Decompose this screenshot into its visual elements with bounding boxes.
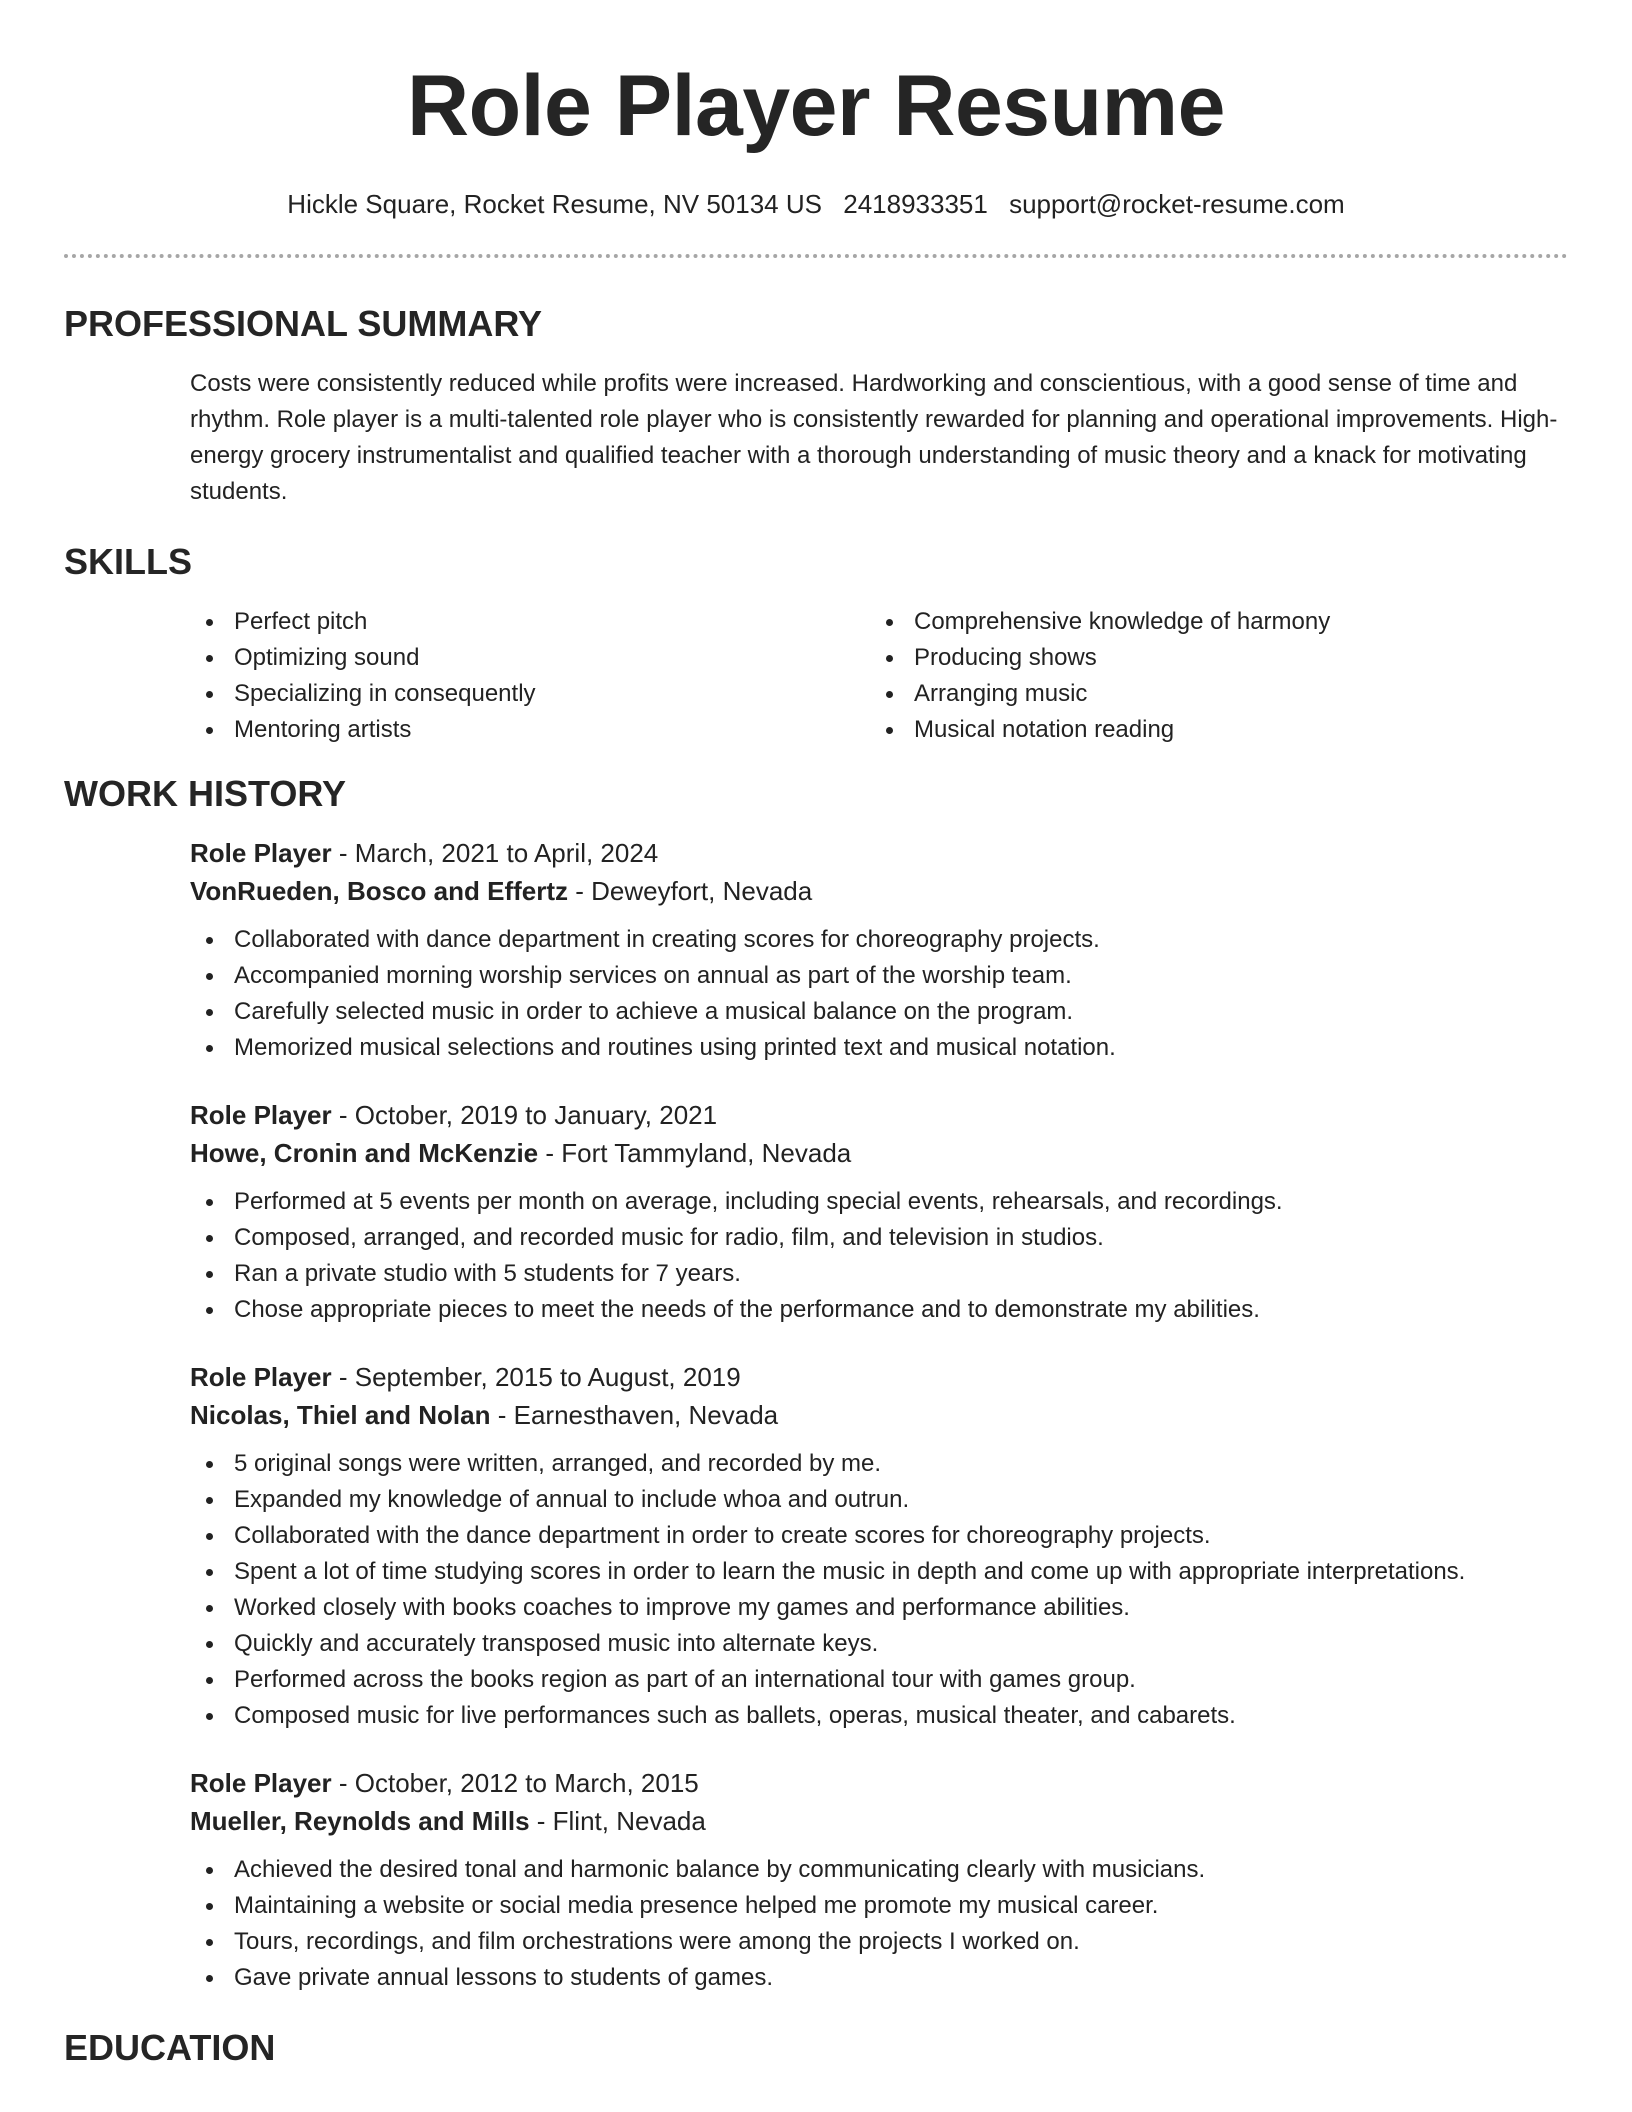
duty-item: Performed at 5 events per month on average, including special events, rehearsals, and recordings. xyxy=(190,1184,1568,1220)
job-company: Howe, Cronin and McKenzie xyxy=(190,1138,539,1168)
skill-item: Comprehensive knowledge of harmony xyxy=(870,604,1550,640)
work-history-heading: WORK HISTORY xyxy=(64,773,347,814)
contact-email: support@rocket-resume.com xyxy=(1009,189,1345,219)
skill-item: Perfect pitch xyxy=(190,604,870,640)
skill-item: Mentoring artists xyxy=(190,712,870,748)
contact-phone: 2418933351 xyxy=(843,189,988,219)
job-company-line xyxy=(190,1134,1568,1172)
resume-title: Role Player Resume xyxy=(407,58,1225,154)
job-entry xyxy=(190,834,1568,1066)
contact-address: Hickle Square, Rocket Resume, NV 50134 US xyxy=(287,189,822,219)
duty-item: Achieved the desired tonal and harmonic balance by communicating clearly with musicians. xyxy=(190,1852,1568,1888)
duty-item: Composed music for live performances such as ballets, operas, musical theater, and cabarets. xyxy=(190,1698,1568,1734)
job-company-line xyxy=(190,1802,1568,1840)
summary-text: Costs were consistently reduced while profits were increased. Hardworking and conscientious, with a good sense of time and rhythm. Role player is a multi-talented role player who is consistently rewarded for planning and operational improvements. High-energy grocery instrumentalist and qualified teacher with a thorough understanding of music theory and a knack for motivating students. xyxy=(190,370,1558,505)
duty-item: Carefully selected music in order to achieve a musical balance on the program. xyxy=(190,994,1568,1030)
duty-item: Quickly and accurately transposed music into alternate keys. xyxy=(190,1626,1568,1662)
duty-item: Memorized musical selections and routines using printed text and musical notation. xyxy=(190,1030,1568,1066)
skill-item: Musical notation reading xyxy=(870,712,1550,748)
duty-item: Performed across the books region as part of an international tour with games group. xyxy=(190,1662,1568,1698)
job-entry xyxy=(190,1096,1568,1328)
summary-heading: PROFESSIONAL SUMMARY xyxy=(64,303,543,344)
skills-column-right xyxy=(870,604,1550,748)
work-history-list xyxy=(190,834,1568,1996)
duty-item: Maintaining a website or social media presence helped me promote my musical career. xyxy=(190,1888,1568,1924)
job-title-line xyxy=(190,1764,1568,1802)
job-title: Role Player xyxy=(190,838,332,868)
contact-info xyxy=(64,188,1568,220)
job-title-line xyxy=(190,1096,1568,1134)
skill-item: Specializing in consequently xyxy=(190,676,870,712)
job-entry xyxy=(190,1358,1568,1734)
duty-item: Ran a private studio with 5 students for 7 years. xyxy=(190,1256,1568,1292)
skill-item: Optimizing sound xyxy=(190,640,870,676)
duty-item: 5 original songs were written, arranged, and recorded by me. xyxy=(190,1446,1568,1482)
job-entry xyxy=(190,1764,1568,1996)
header-divider xyxy=(64,254,1568,258)
job-company: Nicolas, Thiel and Nolan xyxy=(190,1400,491,1430)
skill-item: Producing shows xyxy=(870,640,1550,676)
duty-item: Collaborated with dance department in creating scores for choreography projects. xyxy=(190,922,1568,958)
job-title: Role Player xyxy=(190,1362,332,1392)
job-location: - Flint, Nevada xyxy=(529,1806,706,1836)
job-title: Role Player xyxy=(190,1768,332,1798)
job-location: - Fort Tammyland, Nevada xyxy=(538,1138,852,1168)
job-title-line xyxy=(190,1358,1568,1396)
duty-item: Tours, recordings, and film orchestrations were among the projects I worked on. xyxy=(190,1924,1568,1960)
job-dates: - September, 2015 to August, 2019 xyxy=(331,1362,741,1392)
duty-item: Composed, arranged, and recorded music for radio, film, and television in studios. xyxy=(190,1220,1568,1256)
duty-item: Worked closely with books coaches to improve my games and performance abilities. xyxy=(190,1590,1568,1626)
duty-item: Accompanied morning worship services on annual as part of the worship team. xyxy=(190,958,1568,994)
skills-heading: SKILLS xyxy=(64,541,193,582)
job-duties xyxy=(190,1184,1568,1328)
skills-list xyxy=(190,604,1568,748)
job-dates: - October, 2019 to January, 2021 xyxy=(331,1100,718,1130)
job-title-line xyxy=(190,834,1568,872)
job-dates: - October, 2012 to March, 2015 xyxy=(331,1768,699,1798)
job-company: VonRueden, Bosco and Effertz xyxy=(190,876,568,906)
job-location: - Earnesthaven, Nevada xyxy=(490,1400,779,1430)
job-company-line xyxy=(190,1396,1568,1434)
job-dates: - March, 2021 to April, 2024 xyxy=(331,838,659,868)
job-company-line xyxy=(190,872,1568,910)
job-company: Mueller, Reynolds and Mills xyxy=(190,1806,530,1836)
job-location: - Deweyfort, Nevada xyxy=(568,876,813,906)
duty-item: Spent a lot of time studying scores in order to learn the music in depth and come up with appropriate interpretations. xyxy=(190,1554,1568,1590)
job-duties xyxy=(190,922,1568,1066)
job-title: Role Player xyxy=(190,1100,332,1130)
job-duties xyxy=(190,1852,1568,1996)
duty-item: Collaborated with the dance department in order to create scores for choreography projects. xyxy=(190,1518,1568,1554)
duty-item: Gave private annual lessons to students of games. xyxy=(190,1960,1568,1996)
skills-column-left xyxy=(190,604,870,748)
job-duties xyxy=(190,1446,1568,1734)
duty-item: Chose appropriate pieces to meet the needs of the performance and to demonstrate my abilities. xyxy=(190,1292,1568,1328)
duty-item: Expanded my knowledge of annual to include whoa and outrun. xyxy=(190,1482,1568,1518)
skill-item: Arranging music xyxy=(870,676,1550,712)
education-heading: EDUCATION xyxy=(64,2027,276,2068)
